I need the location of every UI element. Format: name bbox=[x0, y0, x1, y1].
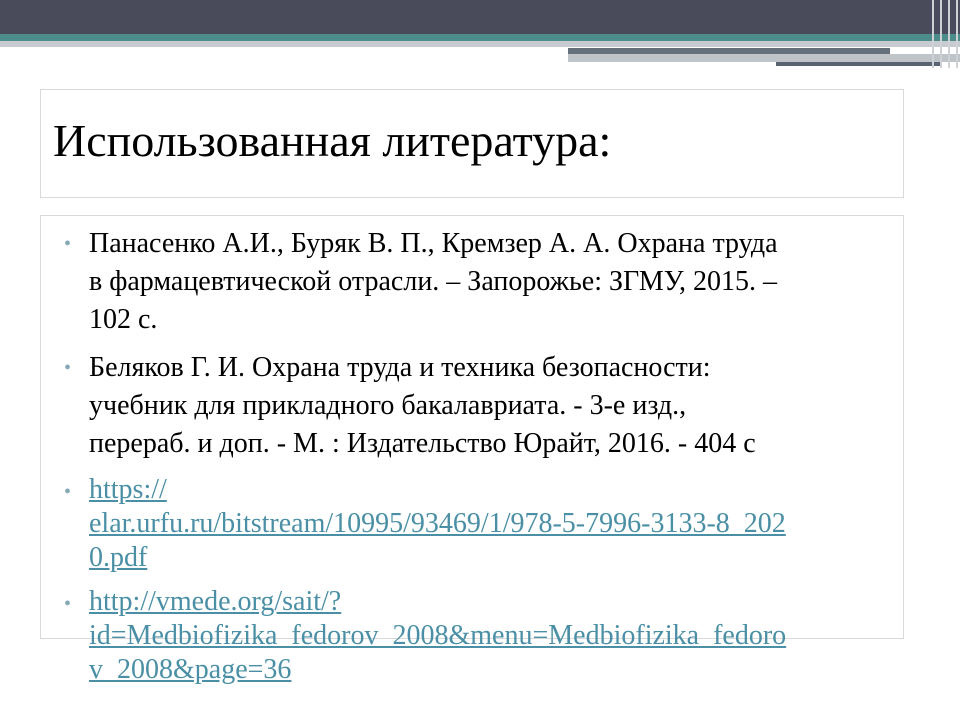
link-line[interactable]: https:// bbox=[89, 474, 167, 505]
link-line[interactable]: id=Medbiofizika_fedorov_2008&menu=Medbiofizika_fedoro bbox=[89, 620, 787, 651]
accent-decor-bar-light bbox=[568, 54, 960, 62]
slide-title: Использованная литература: bbox=[53, 115, 612, 166]
reference-line: Панасенко А.И., Буряк В. П., Кремзер А. А. Охрана труда bbox=[89, 228, 778, 259]
reference-item-link bbox=[64, 473, 894, 575]
bullet-icon: • bbox=[64, 233, 72, 255]
reference-line: перераб. и доп. - М. : Издательство Юрайт, 2016. - 404 с bbox=[89, 428, 756, 459]
reference-link-vmede[interactable] bbox=[89, 585, 894, 687]
reference-line: в фармацевтической отрасли. – Запорожье: ЗГМУ, 2015. – bbox=[89, 266, 777, 297]
teal-decor-line bbox=[0, 34, 960, 41]
link-line[interactable]: elar.urfu.ru/bitstream/10995/93469/1/978-5-7996-3133-8_202 bbox=[89, 508, 786, 539]
link-line[interactable]: v_2008&page=36 bbox=[89, 654, 292, 685]
gray-decor-band bbox=[0, 41, 960, 47]
reference-list bbox=[64, 225, 894, 687]
top-decor-bar bbox=[0, 0, 960, 34]
reference-item-link bbox=[64, 585, 894, 687]
bullet-icon: • bbox=[64, 593, 72, 615]
reference-line: 102 с. bbox=[89, 304, 158, 335]
reference-line: Беляков Г. И. Охрана труда и техника безопасности: bbox=[89, 352, 711, 383]
reference-line: учебник для прикладного бакалавриата. - 3-е изд., bbox=[89, 390, 687, 421]
reference-item bbox=[64, 225, 894, 339]
accent-decor-bar-short bbox=[776, 62, 942, 66]
bullet-icon: • bbox=[64, 357, 72, 379]
reference-item bbox=[64, 349, 894, 463]
bullet-icon: • bbox=[64, 481, 72, 503]
reference-link-urfu[interactable] bbox=[89, 473, 894, 575]
title-placeholder bbox=[40, 89, 904, 198]
link-line[interactable]: 0.pdf bbox=[89, 542, 148, 573]
corner-decor-stripes bbox=[928, 0, 960, 68]
link-line[interactable]: http://vmede.org/sait/? bbox=[89, 586, 342, 617]
